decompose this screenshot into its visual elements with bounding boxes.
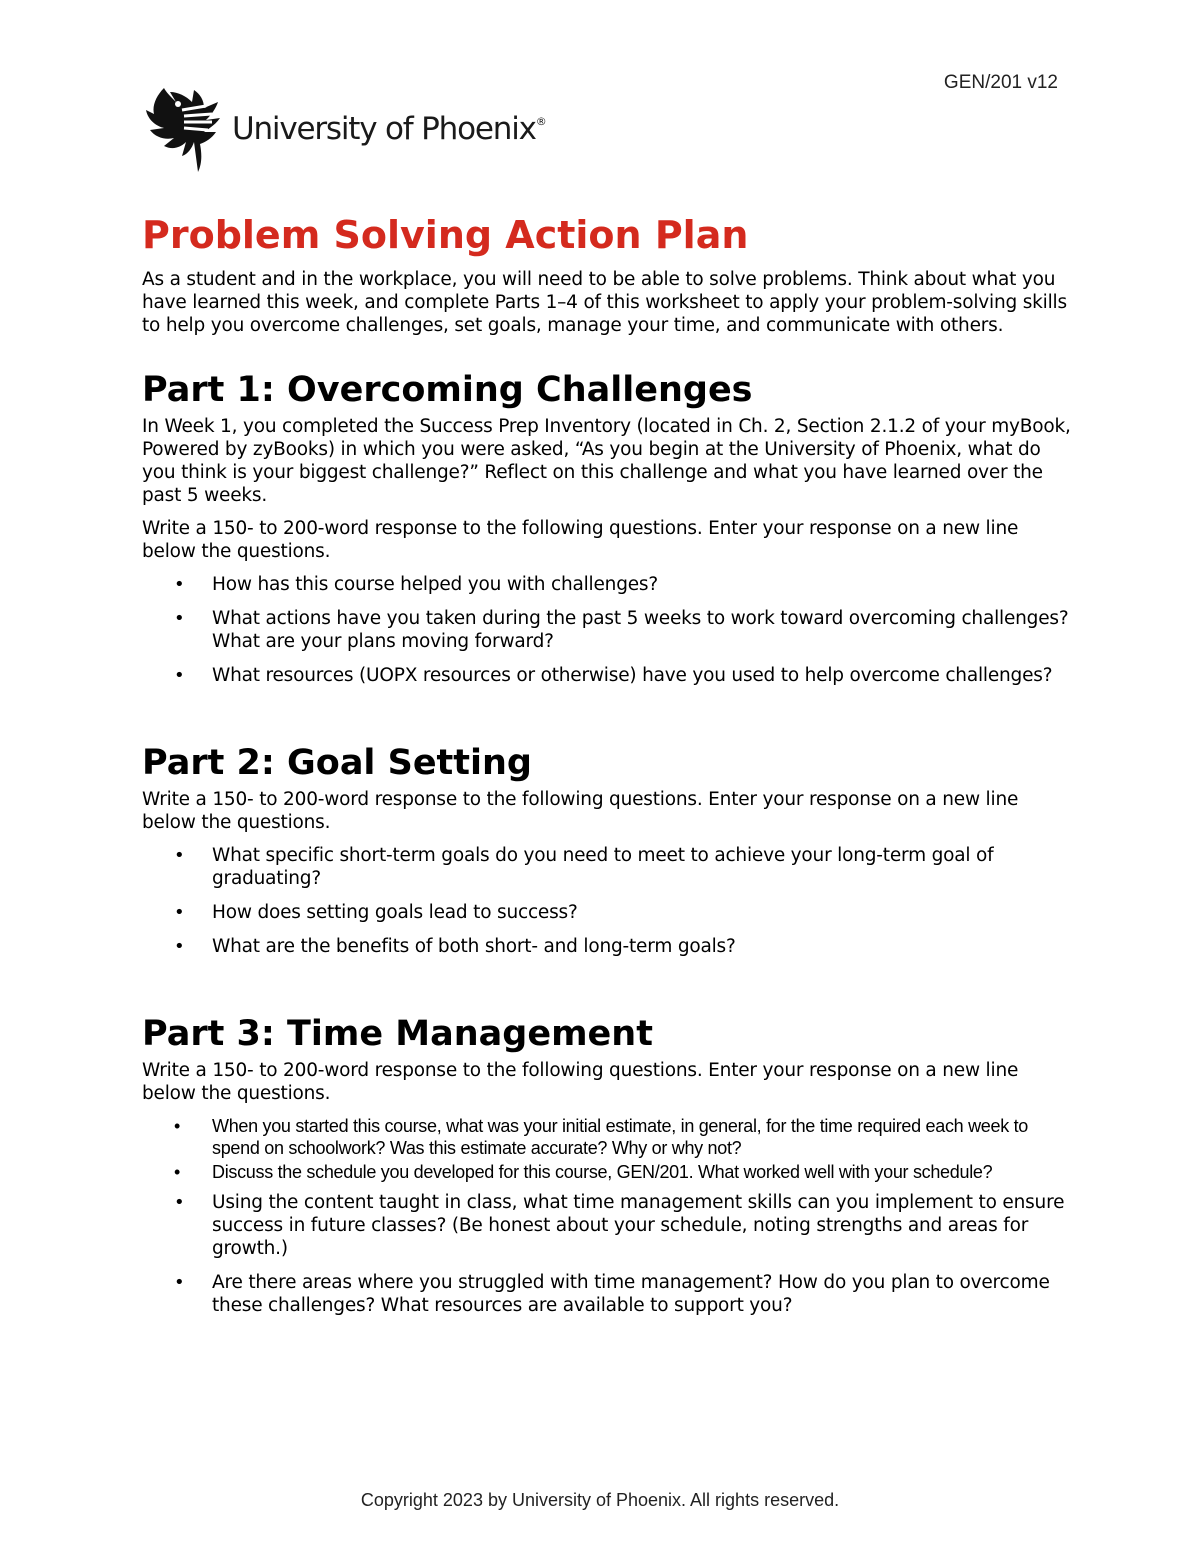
page-title: Problem Solving Action Plan: [142, 213, 749, 257]
bullet-icon: •: [174, 574, 185, 595]
list-item: • What specific short-term goals do you need to meet to achieve your long-term goal of graduating?: [174, 845, 994, 889]
bullet-icon: •: [174, 936, 185, 957]
part1-heading: Part 1: Overcoming Challenges: [142, 370, 753, 410]
logo-wordmark: University of Phoenix®: [232, 111, 547, 147]
bullet-icon: •: [174, 1272, 185, 1293]
part3-paragraph: Write a 150- to 200-word response to the following questions. Enter your response on a new line below the questions.: [142, 1060, 1019, 1104]
part2-paragraph: Write a 150- to 200-word response to the following questions. Enter your response on a new line below the questions.: [142, 789, 1019, 833]
bullet-icon: •: [174, 665, 185, 686]
bullet-icon: •: [174, 608, 185, 629]
part2-heading: Part 2: Goal Setting: [142, 743, 532, 783]
part1-question-list: [142, 573, 1072, 687]
copyright-footer: Copyright 2023 by University of Phoenix. All rights reserved.: [360, 1490, 840, 1510]
part3-question-list: [142, 1115, 1072, 1317]
bullet-icon: •: [174, 902, 185, 923]
phoenix-bird-icon: [142, 84, 224, 176]
list-item: • Discuss the schedule you developed for this course, GEN/201. What worked well with your schedule?: [174, 1162, 993, 1182]
list-item: • Using the content taught in class, what time management skills can you implement to ensure success in future classes? (Be honest about your schedule, noting strengths and areas for growth.): [174, 1192, 1065, 1259]
bullet-icon: •: [174, 1192, 185, 1213]
part1-paragraph-1: In Week 1, you completed the Success Prep Inventory (located in Ch. 2, Section 2.1.2 of your myBook, Powered by zyBooks) in which you were asked, “As you begin at the University of Phoenix, what do you think is your biggest challenge?” Reflect on this challenge and what you have learned over the past 5 weeks.: [142, 416, 1071, 506]
course-code: GEN/201 v12: [943, 72, 1058, 93]
bullet-icon: •: [174, 1162, 181, 1182]
part2-question-list: [142, 844, 1072, 958]
list-item: • When you started this course, what was your initial estimate, in general, for the time required each week to spend on schoolwork? Was this estimate accurate? Why or why not?: [174, 1116, 1029, 1158]
bullet-icon: •: [174, 1116, 181, 1136]
list-item: • What resources (UOPX resources or otherwise) have you used to help overcome challenges?: [174, 665, 1053, 686]
list-item: • How has this course helped you with challenges?: [174, 574, 658, 595]
university-logo: [142, 84, 547, 176]
bullet-icon: •: [174, 845, 185, 866]
list-item: • Are there areas where you struggled with time management? How do you plan to overcome these challenges? What resources are available to support you?: [174, 1272, 1050, 1316]
list-item: • What are the benefits of both short- and long-term goals?: [174, 936, 736, 957]
list-item: • How does setting goals lead to success?: [174, 902, 578, 923]
document-body: [142, 212, 1072, 1328]
list-item: • What actions have you taken during the past 5 weeks to work toward overcoming challenges? What are your plans moving forward?: [174, 608, 1069, 652]
intro-paragraph: As a student and in the workplace, you will need to be able to solve problems. Think about what you have learned this week, and complete Parts 1–4 of this worksheet to apply your problem-solving skills to help you overcome challenges, set goals, manage your time, and communicate with others.: [142, 269, 1067, 336]
part3-heading: Part 3: Time Management: [142, 1014, 653, 1054]
part1-paragraph-2: Write a 150- to 200-word response to the following questions. Enter your response on a new line below the questions.: [142, 518, 1019, 562]
